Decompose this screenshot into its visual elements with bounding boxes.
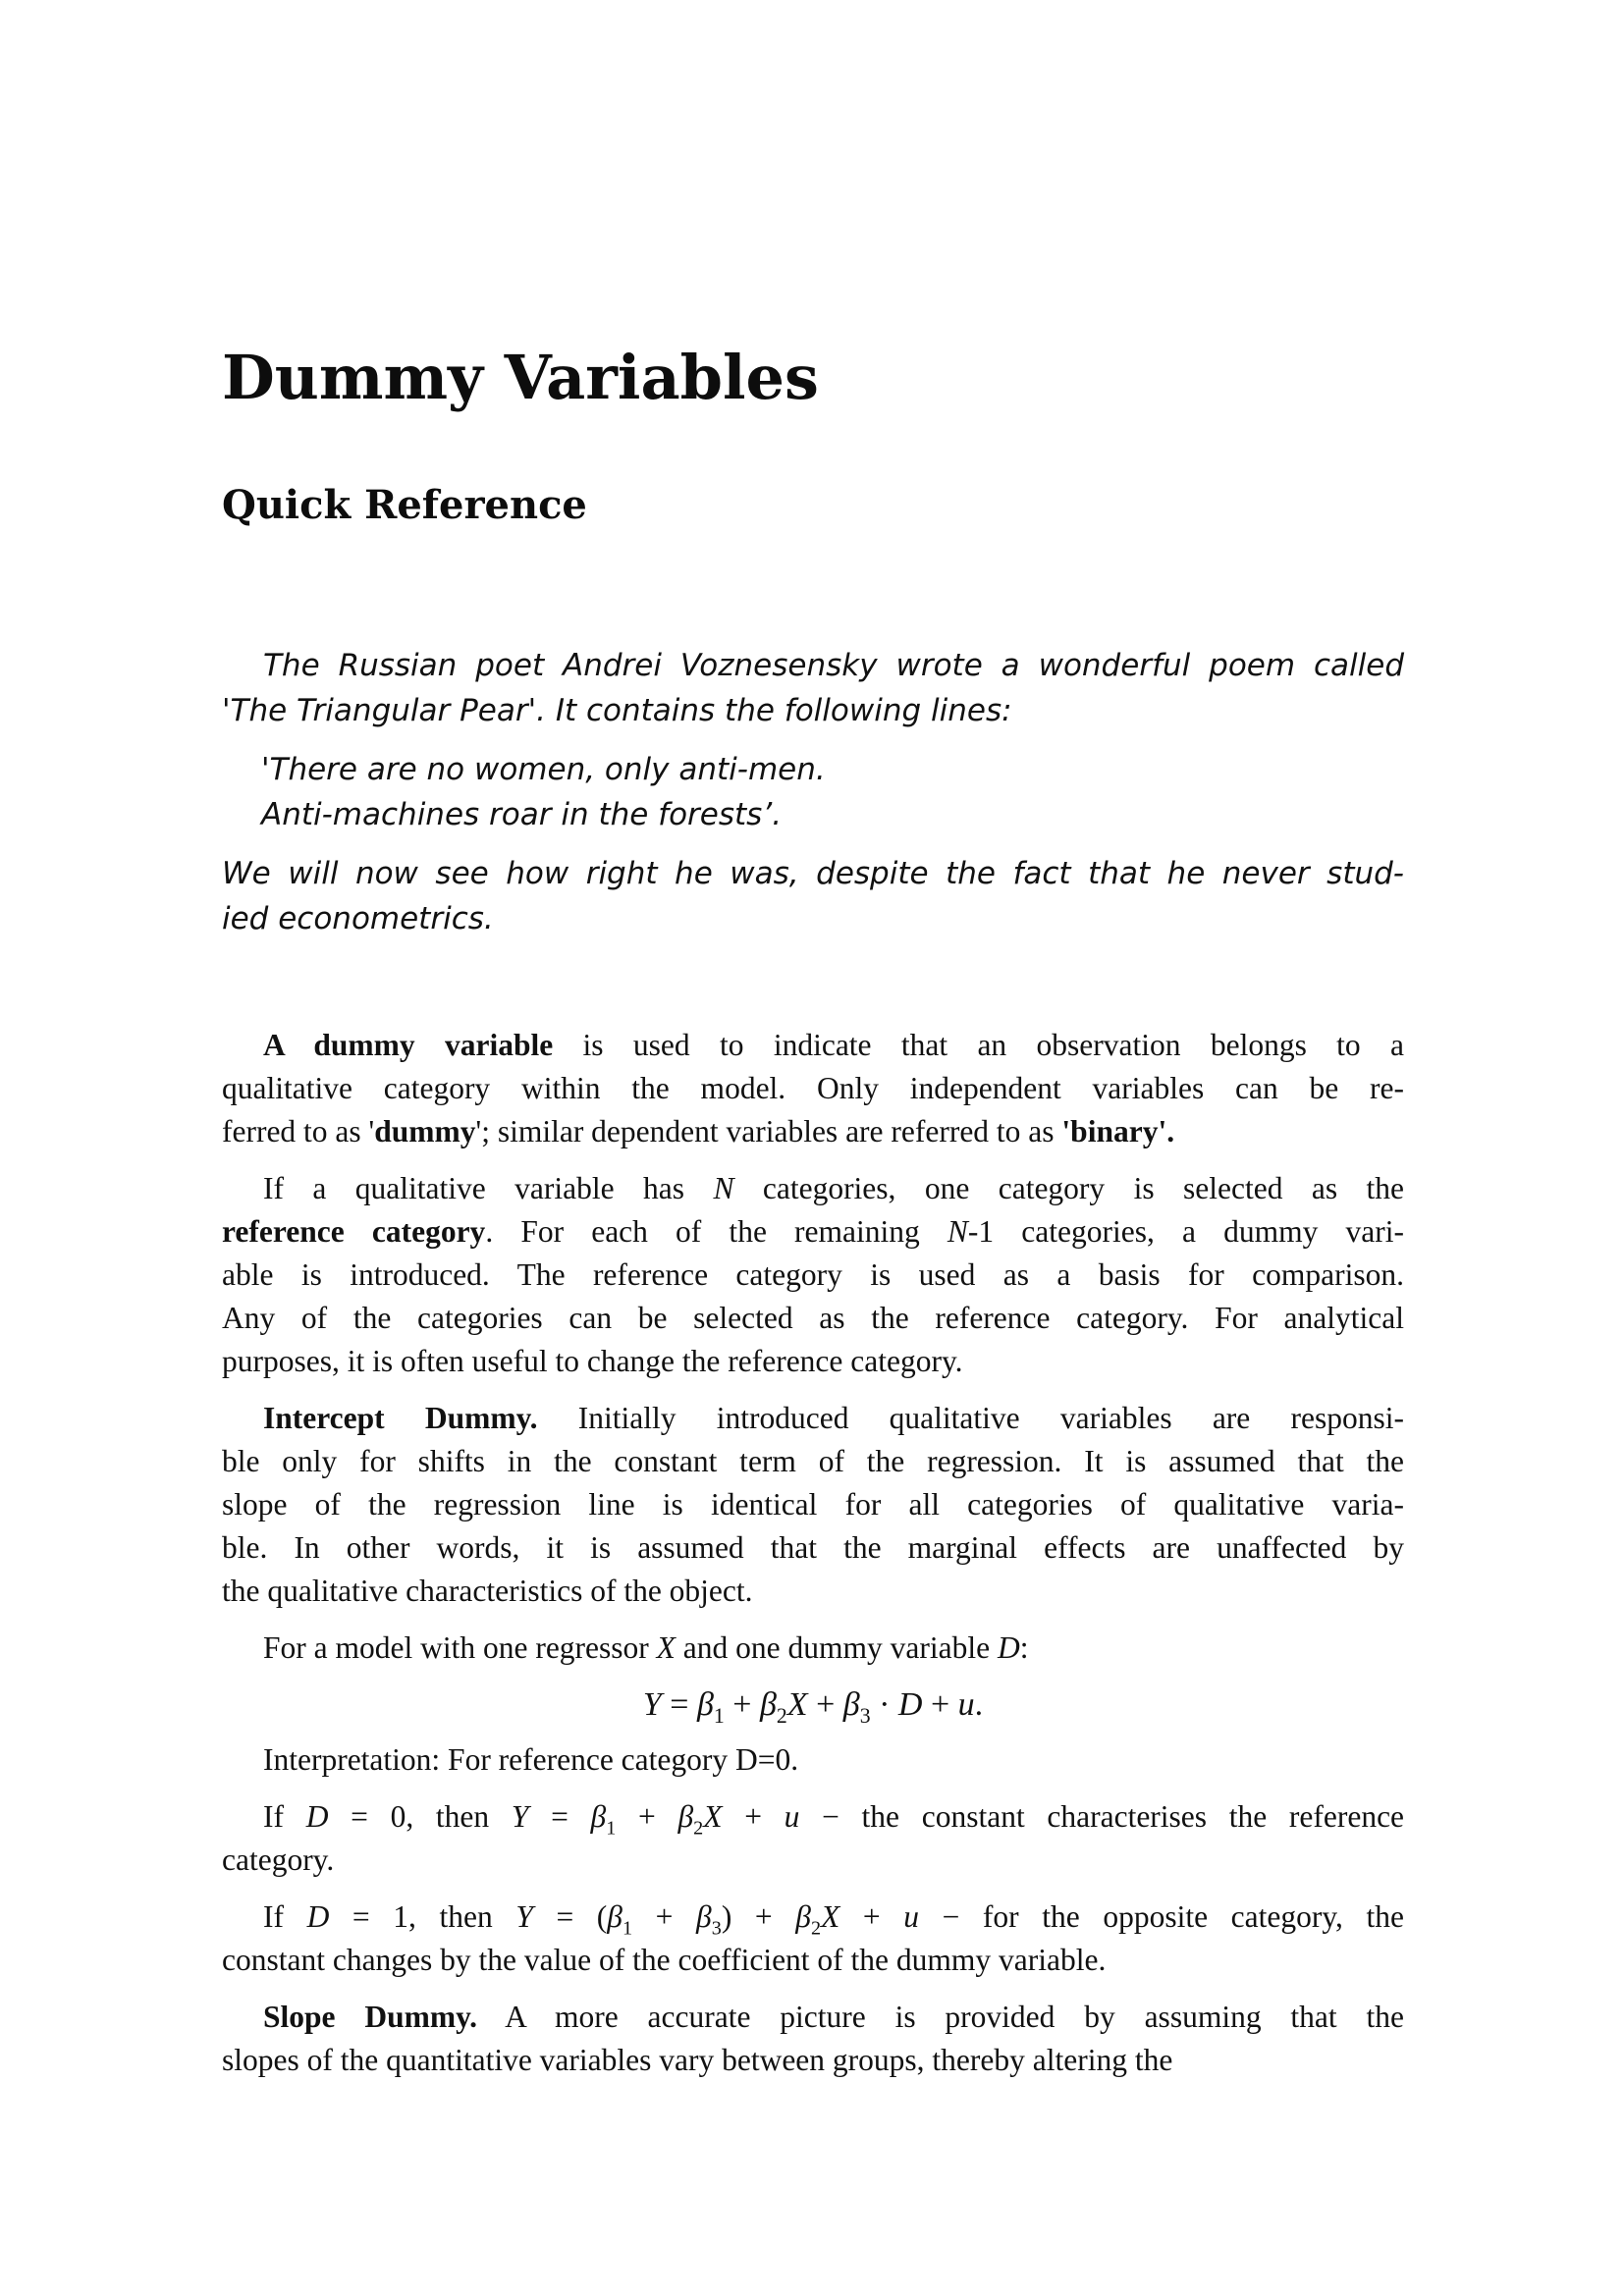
body-text [222, 1024, 1404, 2082]
text-line: A dummy variable is used to indicate that an observation belongs to a [263, 1027, 1404, 1062]
text-line: reference category. For each of the remaining N-1 categories, a dummy vari- [222, 1213, 1404, 1249]
text-line: If D = 0, then $Y = \beta_1 + \beta_2X + u$ − the constant characterises the reference [263, 1798, 1405, 1840]
text-line: slopes of the quantitative variables vary between groups, thereby altering the [222, 2042, 1173, 2077]
text-line: category. [222, 1842, 335, 1877]
poem-quote [222, 747, 1404, 837]
text-line: Any of the categories can be selected as the reference category. For analytical [222, 1300, 1404, 1335]
paragraph-interpretation [222, 1738, 1404, 1782]
text-line: Intercept Dummy. Initially introduced qualitative variables are responsi- [263, 1400, 1405, 1435]
paragraph-dummy-variable-definition [222, 1024, 1404, 1153]
text-line: If a qualitative variable has N categories, one category is selected as the [263, 1170, 1405, 1205]
paragraph-slope-dummy [222, 1996, 1404, 2082]
epigraph [222, 643, 1404, 941]
text-line: the qualitative characteristics of the object. [222, 1573, 753, 1608]
text-line: The Russian poet Andrei Voznesensky wrote a wonderful poem called [263, 647, 1404, 683]
paragraph-model-intro [222, 1627, 1404, 1670]
text-line: ble only for shifts in the constant term of the regression. It is assumed that the [222, 1443, 1404, 1478]
paragraph-reference-category [222, 1167, 1404, 1383]
epigraph-outro [222, 851, 1404, 941]
text-line: Interpretation: For reference category D=0. [263, 1741, 799, 1777]
text-line: Slope Dummy. A more accurate picture is provided by assuming that the [263, 1999, 1404, 2034]
page-title: Dummy Variables [222, 342, 819, 413]
text-line: ferred to as 'dummy'; similar dependent variables are referred to as 'binary'. [222, 1113, 1175, 1148]
text-line: constant changes by the value of the coefficient of the dummy variable. [222, 1942, 1107, 1977]
paragraph-d-equals-1 [222, 1896, 1404, 1982]
text-line: If D = 1, then $Y = (\beta_1 + \beta_3) + \beta_2X + u$ − for the opposite category, the [263, 1898, 1404, 1940]
epigraph-intro [222, 643, 1404, 733]
text-line: slope of the regression line is identical for all categories of qualitative varia- [222, 1486, 1404, 1522]
text-line: We will now see how right he was, despite the fact that he never stud- [222, 855, 1404, 891]
text-line: $Y = \beta_1 + \beta_2X + \beta_3 \cdot D + u$. [642, 1685, 984, 1728]
paragraph-intercept-dummy [222, 1397, 1404, 1613]
section-heading: Quick Reference [222, 481, 587, 528]
text-line: ied econometrics. [222, 900, 494, 936]
text-line: 'There are no women, only anti-men. [261, 751, 826, 787]
text-line: Anti-machines roar in the forests’. [261, 796, 783, 832]
text-line: qualitative category within the model. Only independent variables can be re- [222, 1070, 1404, 1105]
text-line: purposes, it is often useful to change the reference category. [222, 1343, 963, 1378]
text-line: able is introduced. The reference category is used as a basis for comparison. [222, 1256, 1404, 1292]
regression-formula [222, 1683, 1404, 1727]
paragraph-d-equals-0 [222, 1795, 1404, 1882]
text-line: For a model with one regressor X and one dummy variable D: [263, 1629, 1029, 1665]
text-line: ble. In other words, it is assumed that the marginal effects are unaffected by [222, 1529, 1404, 1565]
text-line: 'The Triangular Pear'. It contains the following lines: [222, 692, 1012, 728]
